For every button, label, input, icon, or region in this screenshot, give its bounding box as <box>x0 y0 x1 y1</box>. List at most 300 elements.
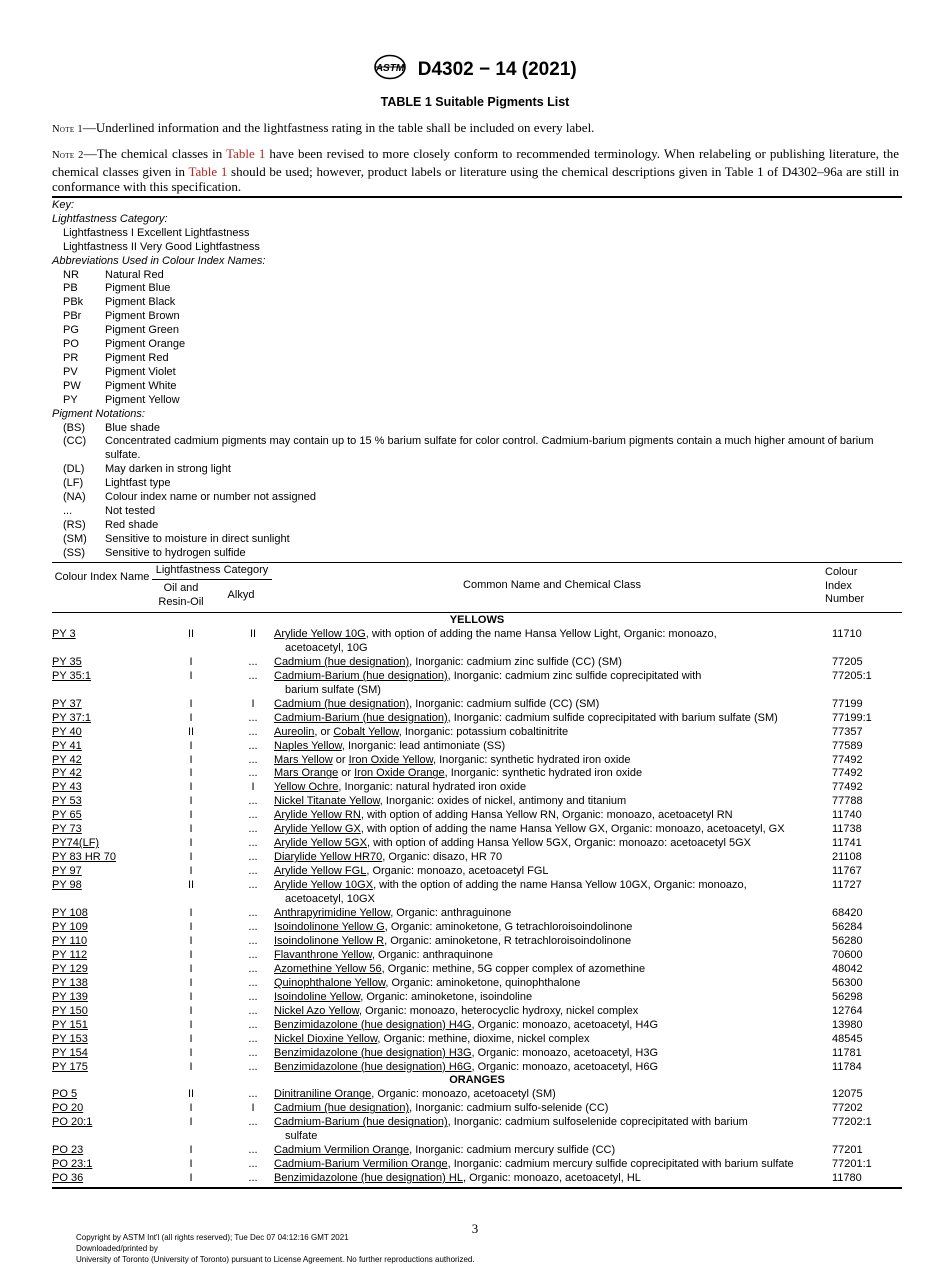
lightfastness-item: Lightfastness II Very Good Lightfastness <box>63 240 260 253</box>
abbreviation <box>52 324 902 338</box>
oil-rating: I <box>189 1032 193 1045</box>
colour-index-number: 56300 <box>832 976 863 989</box>
alkyd-rating: ... <box>248 1144 258 1157</box>
colour-index-number: 56280 <box>832 934 863 947</box>
table-row <box>52 935 902 949</box>
common-name-cell <box>272 1047 823 1061</box>
oil-rating: I <box>189 753 193 766</box>
common-name: Mars Yellow <box>274 753 333 766</box>
common-name-cell <box>272 865 823 879</box>
common-name-cell <box>272 1061 823 1075</box>
notation <box>52 505 902 519</box>
common-name-cell <box>272 698 823 712</box>
oil-rating: I <box>189 1158 193 1171</box>
colour-index-name: PO 36 <box>52 1172 84 1185</box>
common-name-cell <box>272 823 823 837</box>
table-top-rule <box>52 196 902 198</box>
common-name-cell <box>272 1158 823 1172</box>
oil-rating: I <box>189 851 193 864</box>
oil-rating: I <box>189 781 193 794</box>
document-title: D4302 − 14 (2021) <box>417 58 577 80</box>
alkyd-rating: I <box>251 1102 255 1115</box>
chemical-class: , Inorganic: cadmium sulfide (CC) (SM) <box>409 697 600 710</box>
colour-index-name: PY 138 <box>52 976 88 989</box>
common-name: Arylide Yellow GX <box>274 823 361 836</box>
common-name: Nickel Titanate Yellow <box>274 795 380 808</box>
common-name: Naples Yellow <box>274 739 342 752</box>
colour-index-name: PY 139 <box>52 990 88 1003</box>
colour-index-name: PY 154 <box>52 1046 88 1059</box>
colour-index-name: PY 108 <box>52 907 88 920</box>
common-name-cell <box>272 712 823 726</box>
colour-index-name: PY 41 <box>52 739 82 752</box>
note-2 <box>52 146 899 195</box>
common-name-cell <box>272 726 823 740</box>
common-name: Cadmium-Barium (hue designation) <box>274 1116 448 1129</box>
notation-code: (BS) <box>63 421 85 434</box>
oil-rating: I <box>189 1102 193 1115</box>
table-1-link[interactable]: Table 1 <box>226 146 266 161</box>
colour-index-name: PY 83 HR 70 <box>52 851 117 864</box>
common-name-cell <box>272 1005 823 1019</box>
chemical-class: , Organic: monoazo, acetoacetyl (SM) <box>371 1088 556 1101</box>
alkyd-rating: ... <box>248 879 258 892</box>
chemical-class: , Organic: monoazo, acetoacetyl FGL <box>366 865 549 878</box>
table-1-link[interactable]: Table 1 <box>188 163 228 179</box>
col-header-name: Colour Index Name <box>54 571 150 583</box>
colour-index-name: PY 40 <box>52 725 82 738</box>
table-row <box>52 977 902 991</box>
colour-index-number: 77202 <box>832 1102 863 1115</box>
chemical-class-continued: acetoacetyl, 10G <box>285 641 368 654</box>
chemical-class: , Inorganic: cadmium mercury sulfide (CC) <box>409 1144 616 1157</box>
oil-rating: I <box>189 795 193 808</box>
abbreviation <box>52 380 902 394</box>
colour-index-number: 48545 <box>832 1032 863 1045</box>
section-title: ORANGES <box>449 1074 505 1087</box>
abbreviation-desc: Pigment Red <box>105 351 169 364</box>
chemical-class: , Inorganic: cadmium zinc sulfide coprecipitated with <box>447 669 702 682</box>
common-name: Cobalt Yellow <box>333 725 399 738</box>
note-1-text: —Underlined information and the lightfastness rating in the table shall be included on every label. <box>82 120 595 135</box>
common-name-cell <box>272 921 823 935</box>
colour-index-number: 21108 <box>832 851 862 864</box>
chemical-class: , with option of adding the name Hansa Yellow GX, Organic: monoazo, acetoacetyl, GX <box>360 823 785 836</box>
table-row <box>52 1019 902 1033</box>
footer-copyright: Copyright by ASTM Int'l (all rights reserved); Tue Dec 07 04:12:16 GMT 2021 <box>76 1233 349 1242</box>
chemical-class: , Organic: aminoketone, G tetrachloroisoindolinone <box>384 920 633 933</box>
chemical-class: , Organic: aminoketone, R tetrachloroisoindolinone <box>384 934 632 947</box>
notation <box>52 422 902 436</box>
common-name-cell <box>272 1172 823 1186</box>
notation-code: (DL) <box>63 463 85 476</box>
chemical-class: or <box>332 753 349 766</box>
common-name: Iron Oxide Yellow <box>348 753 433 766</box>
alkyd-rating: ... <box>248 1172 258 1185</box>
abbreviation <box>52 366 902 380</box>
common-name: Mars Orange <box>274 767 339 780</box>
colour-index-number: 70600 <box>832 948 863 961</box>
chemical-class: , Organic: monoazo, acetoacetyl, H6G <box>471 1060 658 1073</box>
table-row <box>52 1033 902 1047</box>
table-row <box>52 865 902 879</box>
colour-index-number: 12764 <box>832 1004 863 1017</box>
colour-index-name: PY 3 <box>52 627 76 640</box>
colour-index-number: 11740 <box>832 809 862 822</box>
oil-rating: I <box>189 739 193 752</box>
colour-index-number: 77201 <box>832 1144 863 1157</box>
colour-index-name: PY 73 <box>52 823 82 836</box>
colour-index-name: PY 151 <box>52 1018 88 1031</box>
oil-rating: I <box>189 990 193 1003</box>
key-section <box>52 199 902 561</box>
common-name: Cadmium-Barium Vermilion Orange <box>274 1158 448 1171</box>
colour-index-name: PY 42 <box>52 767 82 780</box>
abbreviation-desc: Pigment Black <box>105 296 176 309</box>
chemical-class: , Inorganic: synthetic hydrated iron oxide <box>433 753 631 766</box>
common-name: Yellow Ochre <box>274 781 339 794</box>
common-name-cell <box>272 1033 823 1047</box>
abbreviation-code: PO <box>63 338 79 351</box>
colour-index-number: 11710 <box>832 627 862 640</box>
alkyd-rating: ... <box>248 1088 258 1101</box>
common-name: Isoindolinone Yellow R <box>274 934 385 947</box>
notation-code: (CC) <box>63 435 87 448</box>
common-name: Benzimidazolone (hue designation) H4G <box>274 1018 472 1031</box>
colour-index-name: PY 43 <box>52 781 82 794</box>
abbreviation <box>52 338 902 352</box>
alkyd-rating: ... <box>248 669 258 682</box>
table-row <box>52 823 902 837</box>
oil-rating: I <box>189 948 193 961</box>
chemical-class: , with option of adding Hansa Yellow 5GX, Organic: monoazo: acetoacetyl 5GX <box>366 837 751 850</box>
header-bottom-rule <box>52 612 902 613</box>
chemical-class-continued: sulfate <box>285 1130 318 1143</box>
abbreviation-desc: Pigment Green <box>105 324 179 337</box>
notation <box>52 435 902 463</box>
chemical-class-continued: acetoacetyl, 10GX <box>285 893 375 906</box>
colour-index-number: 12075 <box>832 1088 863 1101</box>
alkyd-rating: ... <box>248 739 258 752</box>
common-name: Isoindoline Yellow <box>274 990 361 1003</box>
abbreviation <box>52 394 902 408</box>
colour-index-name: PY 153 <box>52 1032 88 1045</box>
chemical-class: , with option of adding Hansa Yellow RN, Organic: monoazo, acetoacetyl RN <box>360 809 733 822</box>
alkyd-rating: ... <box>248 934 258 947</box>
common-name: Quinophthalone Yellow <box>274 976 386 989</box>
notation-desc: May darken in strong light <box>105 463 231 476</box>
oil-rating: I <box>189 809 193 822</box>
common-name-cell <box>272 977 823 991</box>
colour-index-name: PY 150 <box>52 1004 88 1017</box>
alkyd-rating: ... <box>248 837 258 850</box>
common-name: Cadmium Vermilion Orange <box>274 1144 410 1157</box>
colour-index-number: 77205 <box>832 655 863 668</box>
colour-index-number: 77357 <box>832 725 863 738</box>
chemical-class: , Organic: methine, dioxime, nickel complex <box>377 1032 590 1045</box>
abbreviation-code: NR <box>63 268 79 281</box>
alkyd-rating: ... <box>248 865 258 878</box>
common-name: Diarylide Yellow HR70 <box>274 851 383 864</box>
abbreviation <box>52 352 902 366</box>
common-name: Cadmium-Barium (hue designation) <box>274 711 448 724</box>
chemical-class: , Inorganic: oxides of nickel, antimony and titanium <box>379 795 627 808</box>
abbreviation-desc: Pigment Brown <box>105 310 180 323</box>
alkyd-rating: ... <box>248 795 258 808</box>
table-row <box>52 1047 902 1061</box>
oil-rating: I <box>189 1116 193 1129</box>
section-title: YELLOWS <box>449 614 505 626</box>
alkyd-rating: ... <box>248 948 258 961</box>
common-name-cell <box>272 781 823 795</box>
notation-desc: Colour index name or number not assigned <box>105 491 316 504</box>
common-name: Arylide Yellow 10G <box>274 627 366 640</box>
colour-index-number: 11784 <box>832 1060 862 1073</box>
abbreviation-code: PBr <box>63 310 82 323</box>
common-name: Anthrapyrimidine Yellow <box>274 907 391 920</box>
alkyd-rating: ... <box>248 851 258 864</box>
colour-index-number: 48042 <box>832 962 863 975</box>
abbreviations-title: Abbreviations Used in Colour Index Names: <box>52 254 266 267</box>
alkyd-rating: I <box>251 781 255 794</box>
chemical-class: , Inorganic: cadmium sulfide coprecipitated with barium sulfate (SM) <box>447 711 778 724</box>
note-1-label: Note 1 <box>52 124 83 135</box>
alkyd-rating: ... <box>248 725 258 738</box>
notation-code: (NA) <box>63 491 86 504</box>
table-header <box>52 562 902 610</box>
notation-desc: Not tested <box>105 504 156 517</box>
table-row <box>52 754 902 768</box>
chemical-class: , Organic: monoazo, heterocyclic hydroxy, nickel complex <box>359 1004 639 1017</box>
common-name-cell <box>272 851 823 865</box>
colour-index-number: 11781 <box>832 1046 862 1059</box>
colour-index-number: 77205:1 <box>832 669 872 682</box>
alkyd-rating: I <box>251 697 255 710</box>
col-header-oil: Oil and Resin-Oil <box>158 582 204 608</box>
common-name-cell <box>272 1116 823 1144</box>
common-name: Arylide Yellow FGL <box>274 865 367 878</box>
common-name-cell <box>272 1102 823 1116</box>
colour-index-name: PO 5 <box>52 1088 78 1101</box>
col-header-common: Common Name and Chemical Class <box>463 579 641 591</box>
astm-logo-icon <box>373 54 407 85</box>
table-row <box>52 1158 902 1172</box>
chemical-class: , Organic: aminoketone, quinophthalone <box>385 976 581 989</box>
oil-rating: I <box>189 837 193 850</box>
notation-desc: Blue shade <box>105 421 161 434</box>
colour-index-name: PY 35:1 <box>52 669 91 682</box>
notation <box>52 533 902 547</box>
abbreviation-code: PB <box>63 282 78 295</box>
colour-index-number: 11767 <box>832 865 862 878</box>
table-row <box>52 1102 902 1116</box>
colour-index-number: 77201:1 <box>832 1158 872 1171</box>
common-name: Cadmium (hue designation) <box>274 1102 410 1115</box>
table-row <box>52 726 902 740</box>
abbreviation-desc: Pigment Yellow <box>105 393 180 406</box>
colour-index-number: 11727 <box>832 879 862 892</box>
chemical-class: , Organic: methine, 5G copper complex of azomethine <box>381 962 646 975</box>
common-name: Arylide Yellow 10GX <box>274 879 374 892</box>
colour-index-name: PY 65 <box>52 809 82 822</box>
colour-index-name: PO 20 <box>52 1102 84 1115</box>
chemical-class: , or <box>314 725 334 738</box>
alkyd-rating: ... <box>248 962 258 975</box>
table-row <box>52 949 902 963</box>
alkyd-rating: ... <box>248 907 258 920</box>
table-row <box>52 1116 902 1144</box>
alkyd-rating: ... <box>248 1060 258 1073</box>
note-2-text-a: —The chemical classes in <box>83 146 227 161</box>
col-header-number: Colour Index Number <box>825 566 865 605</box>
colour-index-name: PY 109 <box>52 920 88 933</box>
alkyd-rating: ... <box>248 823 258 836</box>
alkyd-rating: ... <box>248 990 258 1003</box>
abbreviation-code: PR <box>63 351 79 364</box>
common-name-cell <box>272 809 823 823</box>
colour-index-number: 11780 <box>832 1172 862 1185</box>
common-name-cell <box>272 949 823 963</box>
common-name-cell <box>272 670 823 698</box>
table-row <box>52 698 902 712</box>
oil-rating: I <box>189 962 193 975</box>
colour-index-number: 11741 <box>832 837 862 850</box>
colour-index-name: PO 23:1 <box>52 1158 93 1171</box>
colour-index-name: PY 110 <box>52 934 88 947</box>
notation-desc: Lightfast type <box>105 477 171 490</box>
abbreviation <box>52 282 902 296</box>
table-row <box>52 879 902 907</box>
oil-rating: I <box>189 823 193 836</box>
abbreviation <box>52 269 902 283</box>
abbreviation-desc: Natural Red <box>105 268 164 281</box>
common-name-cell <box>272 767 823 781</box>
notation-desc: Red shade <box>105 518 159 531</box>
oil-rating: I <box>189 976 193 989</box>
common-name-cell <box>272 991 823 1005</box>
common-name: Arylide Yellow RN <box>274 809 361 822</box>
colour-index-name: PY 42 <box>52 753 82 766</box>
note-2-text-c: should be used; however, product labels or literature using the chemical descriptions given in Table 1 of D4302–96a are still in conformance with this specification. <box>52 163 900 194</box>
notation <box>52 547 902 561</box>
oil-rating: I <box>189 907 193 920</box>
notation <box>52 477 902 491</box>
colour-index-name: PO 20:1 <box>52 1116 93 1129</box>
page-number: 3 <box>471 1221 479 1236</box>
footer-downloaded: Downloaded/printed by <box>76 1244 158 1253</box>
common-name-cell <box>272 740 823 754</box>
chemical-class: , Organic: anthraquinone <box>371 948 493 961</box>
common-name: Azomethine Yellow 56 <box>274 962 382 975</box>
abbreviation-code: PY <box>63 393 78 406</box>
alkyd-rating: II <box>249 627 257 640</box>
common-name-cell <box>272 628 823 656</box>
colour-index-number: 13980 <box>832 1018 863 1031</box>
colour-index-name: PY 35 <box>52 655 82 668</box>
colour-index-number: 77492 <box>832 767 863 780</box>
chemical-class: , Organic: monoazo, acetoacetyl, HL <box>462 1172 641 1185</box>
abbreviation-desc: Pigment White <box>105 379 177 392</box>
colour-index-number: 56284 <box>832 920 863 933</box>
abbreviation <box>52 296 902 310</box>
notation <box>52 519 902 533</box>
colour-index-number: 77202:1 <box>832 1116 872 1129</box>
common-name-cell <box>272 1088 823 1102</box>
oil-rating: I <box>189 1018 193 1031</box>
colour-index-name: PO 23 <box>52 1144 84 1157</box>
chemical-class: , Inorganic: cadmium zinc sulfide (CC) (SM) <box>409 655 622 668</box>
chemical-class: , Inorganic: synthetic hydrated iron oxide <box>444 767 643 780</box>
notations-title: Pigment Notations: <box>52 407 145 420</box>
table-row <box>52 837 902 851</box>
notation-code: ... <box>63 504 73 517</box>
oil-rating: I <box>189 669 193 682</box>
colour-index-name: PY 98 <box>52 879 82 892</box>
alkyd-rating: ... <box>248 1018 258 1031</box>
table-title: TABLE 1 Suitable Pigments List <box>380 95 570 109</box>
common-name: Cadmium-Barium (hue designation) <box>274 669 448 682</box>
oil-rating: I <box>189 1060 193 1073</box>
alkyd-rating: ... <box>248 753 258 766</box>
colour-index-name: PY 129 <box>52 962 88 975</box>
common-name-cell <box>272 1144 823 1158</box>
abbreviation-code: PW <box>63 379 81 392</box>
colour-index-name: PY 37 <box>52 697 82 710</box>
common-name: Flavanthrone Yellow <box>274 948 372 961</box>
table-bottom-rule <box>52 1187 902 1189</box>
note-1 <box>52 120 899 138</box>
table-row <box>52 1005 902 1019</box>
table-row <box>52 851 902 865</box>
alkyd-rating: ... <box>248 809 258 822</box>
chemical-class: , Organic: aminoketone, isoindoline <box>360 990 533 1003</box>
common-name: Cadmium (hue designation) <box>274 697 410 710</box>
chemical-class: , Organic: monoazo, acetoacetyl, H3G <box>471 1046 658 1059</box>
oil-rating: II <box>187 879 195 892</box>
section-row <box>52 614 902 628</box>
table-row <box>52 628 902 656</box>
alkyd-rating: ... <box>248 1116 258 1129</box>
logo-text: ASTM <box>376 63 405 74</box>
notation-code: (RS) <box>63 518 86 531</box>
lightfastness-title: Lightfastness Category: <box>52 212 168 225</box>
lightfastness-item: Lightfastness I Excellent Lightfastness <box>63 226 250 239</box>
common-name: Dinitraniline Orange <box>274 1088 372 1101</box>
table-row <box>52 1061 902 1075</box>
oil-rating: I <box>189 1144 193 1157</box>
alkyd-rating: ... <box>248 767 258 780</box>
colour-index-name: PY 175 <box>52 1060 88 1073</box>
abbreviation-desc: Pigment Blue <box>105 282 171 295</box>
key-title: Key: <box>52 199 75 211</box>
common-name: Benzimidazolone (hue designation) H3G <box>274 1046 472 1059</box>
table-row <box>52 991 902 1005</box>
chemical-class: , Organic: anthraguinone <box>390 907 512 920</box>
chemical-class: , with the option of adding the name Hansa Yellow 10GX, Organic: monoazo, <box>373 879 747 892</box>
colour-index-number: 77199 <box>832 697 863 710</box>
common-name-cell <box>272 935 823 949</box>
table-row <box>52 795 902 809</box>
table-row <box>52 963 902 977</box>
notation-code: (LF) <box>63 477 84 490</box>
alkyd-rating: ... <box>248 920 258 933</box>
alkyd-rating: ... <box>248 655 258 668</box>
table-row <box>52 809 902 823</box>
notation-desc: Sensitive to moisture in direct sunlight <box>105 532 290 545</box>
table-row <box>52 740 902 754</box>
alkyd-rating: ... <box>248 1032 258 1045</box>
chemical-class: , Inorganic: lead antimoniate (SS) <box>341 739 506 752</box>
